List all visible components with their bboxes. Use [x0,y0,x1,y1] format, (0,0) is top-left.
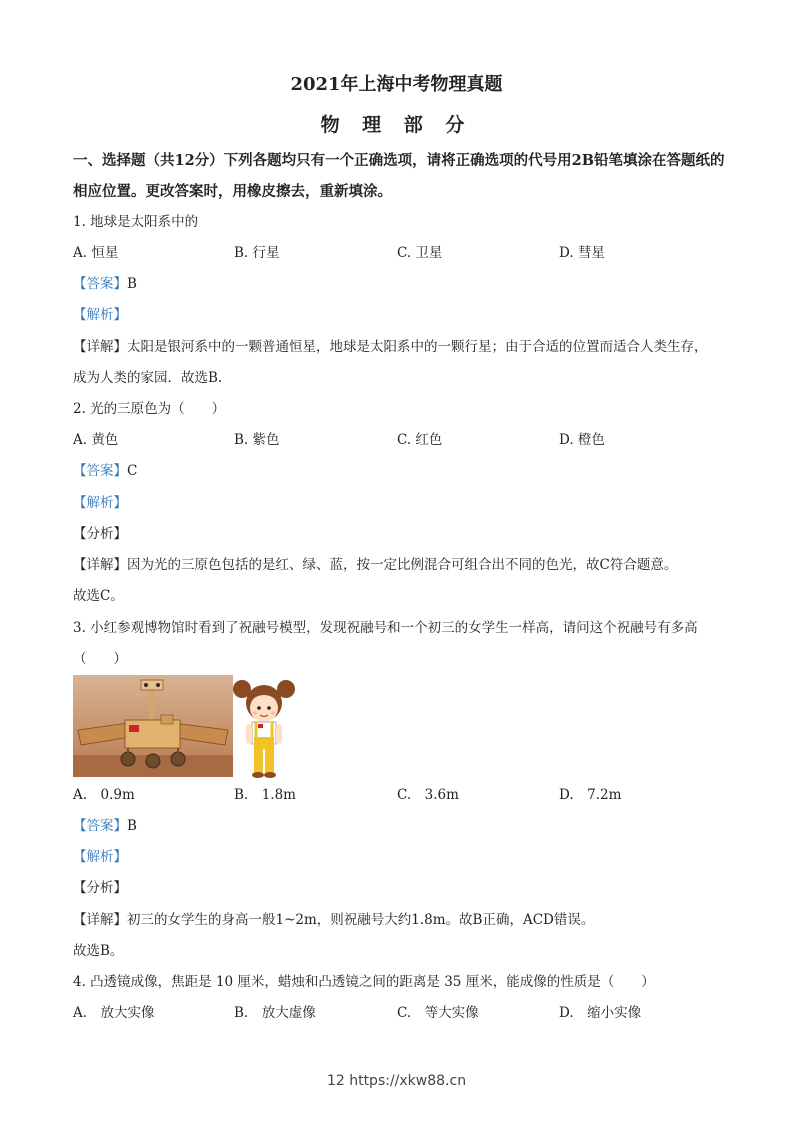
q2-answer-line [73,461,137,481]
q2-fenxi-label: 【分析】 [73,526,127,542]
q4-option-c: C. 等大实像 [397,1005,479,1021]
q2-detail-line-1 [73,555,677,575]
q1-option-d: D. 彗星 [559,245,605,261]
detail-label: 【详解】 [73,557,127,573]
page-subtitle: 物 理 部 分 [320,114,473,136]
page-title: 2021年上海中考物理真题 [290,74,503,95]
q3-detail-text: 初三的女学生的身高一般1~2m，则祝融号大约1.8m。故B正确，ACD错误。 [127,912,595,928]
q2-option-a: A. 黄色 [73,432,119,448]
q2-option-b: B. 紫色 [234,432,280,448]
q3-fenxi-label: 【分析】 [73,880,127,896]
q3-stem-line-2: （ ） [73,651,127,667]
q2-answer: C [127,463,138,479]
section-heading: 一、选择题（共12分）下列各题均只有一个正确选项，请将正确选项的代号用2B铅笔填涂在答题纸的相应位置。更改答案时，用橡皮擦去，重新填涂。 [73,152,725,200]
q2-analysis-label: 【解析】 [73,495,127,511]
q2-option-c: C. 红色 [397,432,443,448]
q1-detail-line-1 [73,337,708,357]
q3-answer-line [73,816,137,836]
answer-label: 【答案】 [73,818,127,834]
q1-analysis-label: 【解析】 [73,307,127,323]
q4-option-b: B. 放大虚像 [234,1005,316,1021]
detail-label: 【详解】 [73,339,127,355]
q3-option-c: C. 3.6m [397,787,459,803]
q2-detail-line-2: 故选C。 [73,588,124,604]
q4-option-a: A. 放大实像 [73,1005,155,1021]
girl-cartoon-image [228,675,300,779]
q1-option-a: A. 恒星 [73,245,119,261]
q1-option-b: B. 行星 [234,245,280,261]
q4-option-d: D. 缩小实像 [559,1005,642,1021]
q1-stem: 1. 地球是太阳系中的 [73,214,199,230]
q1-answer-line [73,274,137,294]
q3-stem-line-1: 3. 小红参观博物馆时看到了祝融号模型，发现祝融号和一个初三的女学生一样高，请问这个祝融号有多高 [73,620,698,636]
q1-answer: B [127,276,137,292]
q1-detail-text: 太阳是银河系中的一颗普通恒星，地球是太阳系中的一颗行星；由于合适的位置而适合人类生存， [127,339,708,355]
detail-label: 【详解】 [73,912,127,928]
q3-answer: B [127,818,137,834]
q1-option-c: C. 卫星 [397,245,443,261]
q3-analysis-label: 【解析】 [73,849,127,865]
q1-detail-line-2: 成为人类的家园．故选B. [73,370,223,386]
q4-stem: 4. 凸透镜成像，焦距是 10 厘米，蜡烛和凸透镜之间的距离是 35 厘米，能成像的性质是（ ） [73,974,655,990]
answer-label: 【答案】 [73,463,127,479]
answer-label: 【答案】 [73,276,127,292]
q3-option-b: B. 1.8m [234,787,296,803]
q2-detail-text: 因为光的三原色包括的是红、绿、蓝，按一定比例混合可组合出不同的色光，故C符合题意。 [127,557,678,573]
q3-detail-line-2: 故选B。 [73,943,124,959]
q2-stem: 2. 光的三原色为（ ） [73,401,226,417]
page-footer: 12 https://xkw88.cn [326,1073,467,1089]
q3-option-a: A. 0.9m [73,787,135,803]
q3-detail-line-1 [73,910,594,930]
q2-option-d: D. 橙色 [559,432,605,448]
q3-option-d: D. 7.2m [559,787,622,803]
zhurong-rover-image [73,675,233,777]
